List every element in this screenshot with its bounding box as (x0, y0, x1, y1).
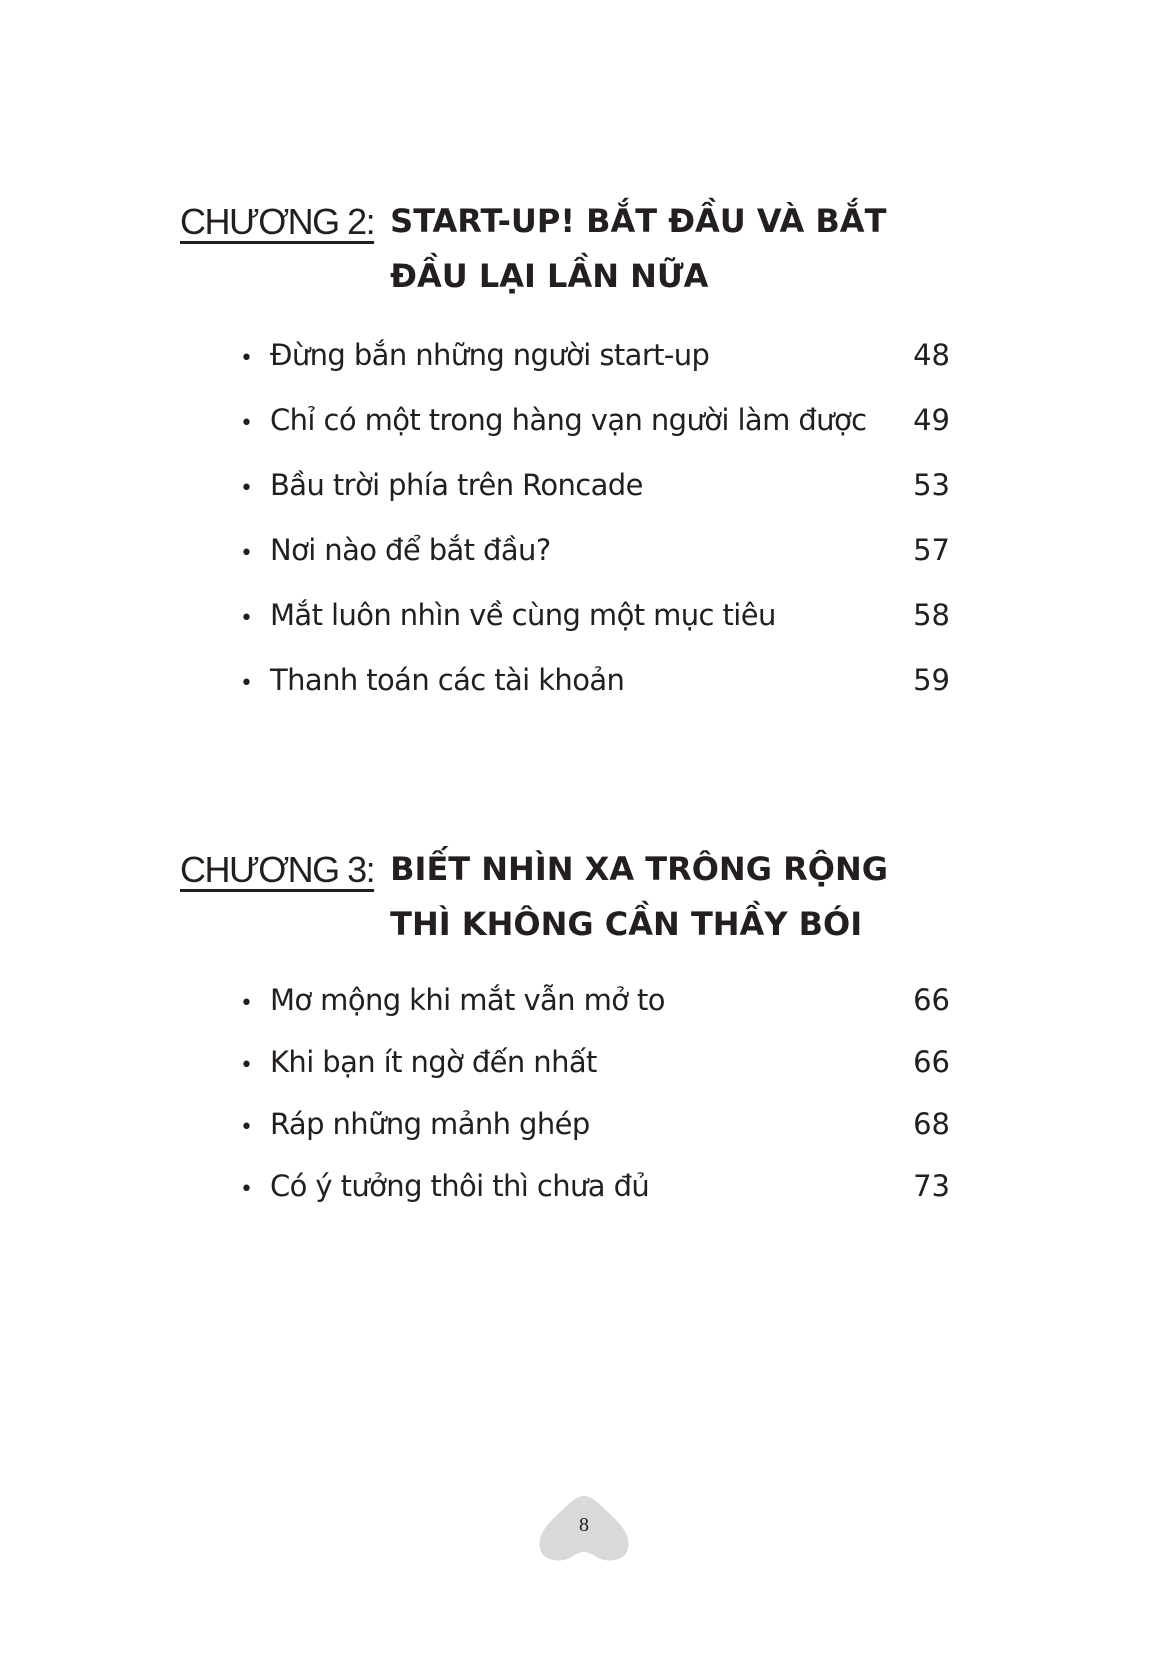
toc-entry-page: 53 (913, 468, 950, 502)
page-number: 8 (579, 1514, 589, 1536)
toc-entry[interactable] (240, 403, 950, 468)
toc-entry[interactable] (240, 983, 950, 1045)
toc-entry-page: 73 (913, 1169, 950, 1203)
bullet-icon: • (240, 606, 253, 631)
toc-entry-page: 66 (913, 1045, 950, 1079)
chapter-2-title (390, 194, 886, 304)
toc-entry-title: Mắt luôn nhìn về cùng một mục tiêu (270, 598, 776, 632)
bullet-icon: • (240, 476, 253, 501)
chapter-3-toc-list (240, 983, 950, 1231)
toc-entry-page: 68 (913, 1107, 950, 1141)
toc-entry[interactable] (240, 598, 950, 663)
toc-entry-page: 49 (913, 403, 950, 437)
toc-entry[interactable] (240, 663, 950, 728)
toc-entry-page: 66 (913, 983, 950, 1017)
toc-entry-page: 57 (913, 533, 950, 567)
bullet-icon: • (240, 671, 253, 696)
toc-entry-title: Khi bạn ít ngờ đến nhất (270, 1045, 597, 1079)
toc-entry-title: Có ý tưởng thôi thì chưa đủ (270, 1169, 650, 1203)
toc-entry[interactable] (240, 1169, 950, 1231)
toc-entry-title: Thanh toán các tài khoản (270, 663, 625, 697)
chapter-3-heading (180, 848, 888, 952)
toc-entry[interactable] (240, 533, 950, 598)
chapter-3-title (390, 842, 888, 952)
chapter-2-heading (180, 200, 886, 304)
toc-entry-title: Bầu trời phía trên Roncade (270, 468, 643, 502)
bullet-icon: • (240, 991, 253, 1016)
toc-entry-title: Nơi nào để bắt đầu? (270, 533, 551, 567)
chapter-2-label: CHƯƠNG 2: (180, 201, 375, 242)
toc-entry-title: Ráp những mảnh ghép (270, 1107, 590, 1141)
toc-entry[interactable] (240, 468, 950, 533)
toc-entry-title: Mơ mộng khi mắt vẫn mở to (270, 983, 665, 1017)
chapter-2-title-line-2: ĐẦU LẠI LẦN NỮA (390, 257, 709, 295)
toc-entry-title: Chỉ có một trong hàng vạn người làm được (270, 403, 867, 437)
bullet-icon: • (240, 346, 253, 371)
bullet-icon: • (240, 1177, 253, 1202)
toc-entry[interactable] (240, 1045, 950, 1107)
page-number-badge (536, 1492, 632, 1564)
bullet-icon: • (240, 1053, 253, 1078)
chapter-3-title-line-2: THÌ KHÔNG CẦN THẦY BÓI (390, 905, 863, 943)
toc-entry-page: 59 (913, 663, 950, 697)
toc-entry-page: 58 (913, 598, 950, 632)
chapter-2-title-line-1: START-UP! BẮT ĐẦU VÀ BẮT (390, 202, 887, 240)
bullet-icon: • (240, 411, 253, 436)
toc-entry[interactable] (240, 1107, 950, 1169)
chapter-3-title-line-1: BIẾT NHÌN XA TRÔNG RỘNG (390, 850, 888, 888)
bullet-icon: • (240, 1115, 253, 1140)
chapter-2-toc-list (240, 338, 950, 728)
toc-entry-page: 48 (913, 338, 950, 372)
toc-entry-title: Đừng bắn những người start-up (270, 338, 710, 372)
chapter-3-label: CHƯƠNG 3: (180, 849, 375, 890)
toc-entry[interactable] (240, 338, 950, 403)
bullet-icon: • (240, 541, 253, 566)
